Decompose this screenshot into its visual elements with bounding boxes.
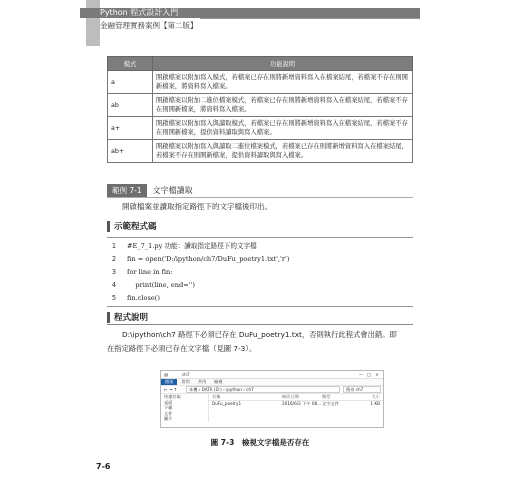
file-row[interactable] [209,401,383,407]
code-text: fin.close() [127,294,160,302]
window-title: ch7 [181,372,190,377]
table-row [108,117,413,140]
column-date[interactable]: 修改日期 [282,394,299,399]
folder-icon: ▤ [164,372,168,377]
tab-share[interactable]: 共用 [197,379,207,384]
line-number: 1 [111,242,117,250]
code-line [107,253,289,266]
figure-caption: 圖 7-3 檢視文字檔是否存在 [210,438,310,447]
code-section-title: 示範程式碼 [114,222,157,232]
tab-file[interactable]: 檔案 [161,379,177,385]
file-type: 文字文件 [322,401,339,406]
table-row [108,140,413,163]
line-number: 3 [111,268,117,276]
code-line [107,279,195,292]
search-input[interactable]: 搜尋 ch7 [343,386,381,393]
heading-bar [107,221,110,232]
nav-item-documents[interactable]: 文件 [164,410,173,416]
chapter-tab-mark [86,0,100,46]
navigation-arrows[interactable]: ← → ↑ [164,387,178,392]
ribbon-tabs [161,379,383,386]
file-date: 2016/6/2 下午 08... [282,401,322,406]
file-list [209,394,383,422]
code-text: fin = open('D:/ipython/ch7/DuFu_poetry1.txt','r') [127,255,290,263]
close-button[interactable]: × [375,372,379,377]
page-number: 7-6 [96,462,111,471]
nav-item-downloads[interactable]: 下載 [164,405,173,410]
table-header-mode: 模式 [108,57,153,71]
mode-cell: a+ [108,117,153,140]
explain-line-1: D:\ipython\ch7 路徑下必須已存在 DuFu_poetry1.txt，否則執行此程式會出錯。即 [122,330,397,339]
explorer-body [161,394,383,422]
line-number: 5 [111,294,117,302]
line-number: 2 [111,255,117,263]
column-type[interactable]: 類型 [322,394,331,399]
column-name[interactable]: 名稱 [212,394,221,399]
column-size[interactable]: 大小 [371,394,380,399]
description-cell: 開啟檔案以附加寫入與讀取二進位檔案模式，若檔案已存在則將新增資料寫入在檔案結尾，若檔案不存在則開新檔案，提供資料讀取與寫入檔案。 [153,140,413,163]
code-line [107,240,257,253]
nav-item-pictures[interactable]: 圖片 [164,416,173,421]
code-text: #E_7_1.py 功能：讀取指定路徑下的文字檔 [127,242,257,250]
table-header-description: 功能說明 [153,57,413,71]
description-cell: 開啟檔案以附加二進位檔案模式，若檔案已存在則將新增資料寫入在檔案結尾，若檔案不存在則開新檔案，將資料寫入檔案。 [153,94,413,117]
table-row [108,94,413,117]
tab-home[interactable]: 常用 [181,379,190,384]
file-list-header [209,394,383,401]
mode-cell: ab+ [108,140,153,163]
code-text: print(line, end='') [127,281,195,289]
book-title: Python 程式設計入門 [100,8,179,17]
address-bar-row [161,386,383,394]
file-name: DuFu_poetry1 [212,401,242,406]
description-cell: 開啟檔案以附加寫入與讀取模式，若檔案已存在則將新增資料寫入在檔案結尾，若檔案不存在則開新檔案，提供資料讀取與寫入檔案。 [153,117,413,140]
divider [107,324,413,325]
window-title-bar [161,371,383,379]
explain-section-title: 程式說明 [114,313,149,323]
code-line [107,266,172,279]
explain-line-2: 在指定路徑下必須已存在文字檔（見圖 7-3）。 [107,344,257,353]
code-line [107,292,160,305]
example-label: 範例 7-1 [107,184,147,197]
nav-item-desktop[interactable]: 桌面 [164,399,173,405]
minimize-button[interactable]: — [358,372,364,377]
navigation-pane [161,394,209,422]
explain-section-heading [107,311,148,323]
line-number: 4 [111,281,117,289]
book-subtitle: 金融管理實務案例【第二版】 [100,21,198,30]
mode-cell: a [108,71,153,94]
table-row [108,71,413,94]
description-cell: 開啟檔案以附加寫入模式，若檔案已存在則將新增資料寫入在檔案結尾，若檔案不存在則開新檔案，將資料寫入檔案。 [153,71,413,94]
example-heading [107,184,193,197]
window-controls [357,372,381,377]
file-mode-table [107,56,413,163]
tab-view[interactable]: 檢視 [214,379,223,384]
heading-bar [107,312,110,323]
code-section-heading [107,220,157,232]
example-title: 文字檔讀取 [152,186,193,195]
code-listing [107,237,413,307]
file-explorer-window [160,370,384,428]
nav-item-quick-access[interactable]: 快速存取 [164,394,181,399]
code-text: for line in fin: [127,268,173,276]
mode-cell: ab [108,94,153,117]
file-size: 1 KB [370,401,380,406]
example-description: 開啟檔案並讀取指定路徑下的文字檔後印出。 [122,202,272,211]
divider [107,197,413,198]
maximize-button[interactable]: □ [367,372,371,377]
address-path[interactable]: 本機 › DATA (D:) › ipython › ch7 [186,386,340,393]
